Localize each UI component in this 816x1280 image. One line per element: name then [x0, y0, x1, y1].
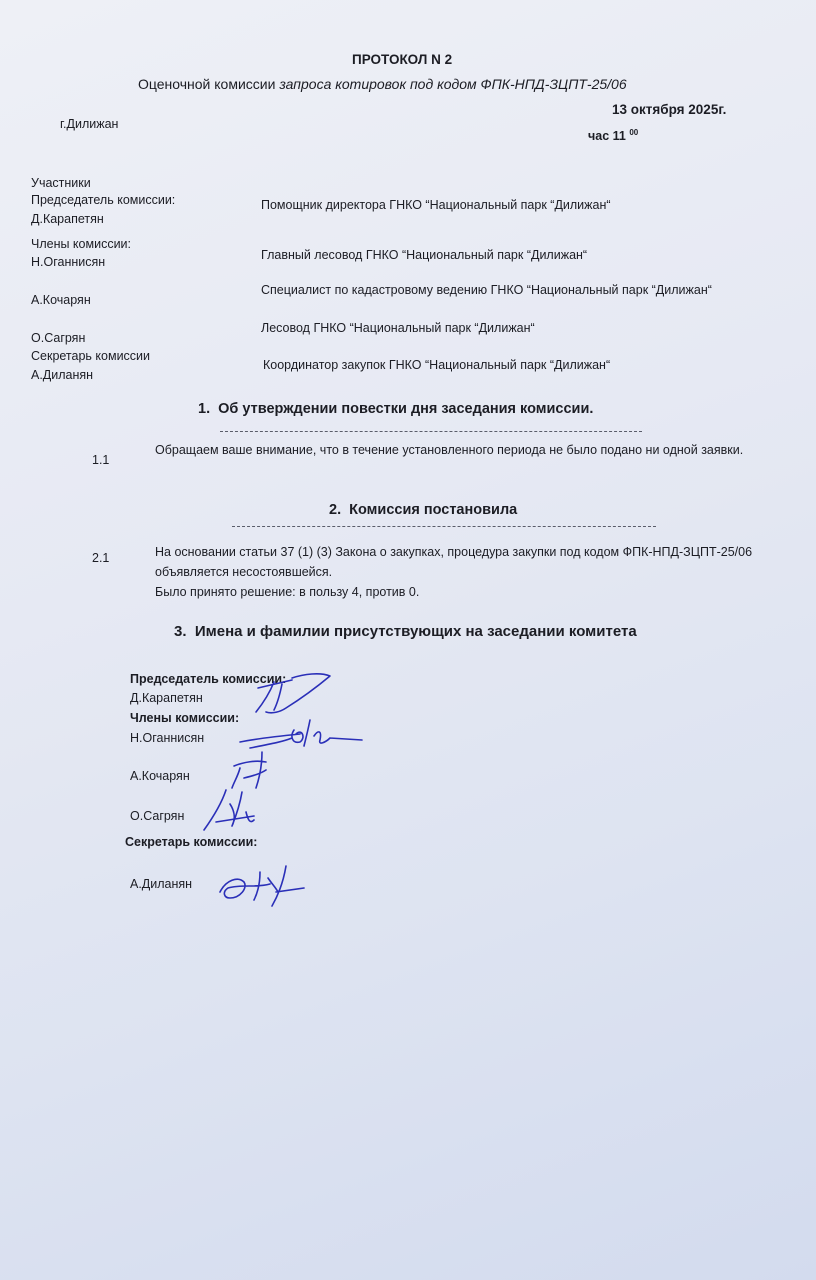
city: г.Дилижан — [60, 117, 119, 131]
member3-role: Лесовод ГНКО “Национальный парк “Дилижан“ — [261, 321, 535, 335]
document-title: ПРОТОКОЛ N 2 — [352, 52, 453, 67]
secretary-role: Координатор закупок ГНКО “Национальный парк “Дилижан“ — [263, 358, 611, 372]
time-minutes: 00 — [629, 128, 639, 137]
member1-role: Главный лесовод ГНКО “Национальный парк “Дилижан“ — [261, 248, 588, 262]
item-2-1-text: На основании статьи 37 (1) (3) Закона о закупках, процедура закупки под кодом ФПК-НПД-ЗЦПТ-25/06 объявляется несостоявшейся. — [155, 545, 753, 579]
section1-heading — [198, 401, 593, 417]
signature-secretary — [216, 862, 316, 912]
section1-divider — [220, 431, 642, 432]
decision-text: Было принято решение: в пользу 4, против 0. — [155, 585, 420, 599]
sign-member3-name: О.Сагрян — [130, 809, 185, 823]
chair-name: Д.Карапетян — [31, 212, 104, 226]
document-subtitle — [138, 74, 627, 94]
subtitle-italic: запроса котировок под кодом ФПК-НПД-ЗЦПТ-25/06 — [279, 76, 627, 92]
sign-members-label: Члены комиссии: — [130, 711, 240, 725]
signature-member3 — [196, 784, 266, 836]
sign-secretary-label: Секретарь комиссии: — [125, 835, 258, 849]
member1-name: Н.Оганнисян — [31, 255, 106, 269]
signature-chair — [230, 668, 340, 718]
section1-title: Об утверждении повестки дня заседания комиссии. — [218, 401, 594, 417]
chair-role: Помощник директора ГНКО “Национальный парк “Дилижан“ — [261, 198, 611, 212]
member2-name: А.Кочарян — [31, 293, 91, 307]
section3-number: 3. — [174, 623, 187, 640]
member3-name: О.Сагрян — [31, 331, 86, 345]
section3-title: Имена и фамилии присутствующих на заседании комитета — [194, 623, 637, 640]
sign-member1-name: Н.Оганнисян — [130, 731, 205, 745]
item-1-1-text: Обращаем ваше внимание, что в течение установленного периода не было подано ни одной заявки. — [155, 443, 744, 457]
sign-member2-name: А.Кочарян — [130, 769, 190, 783]
section2-title: Комиссия постановила — [349, 502, 518, 518]
subtitle-plain: Оценочной комиссии — [138, 76, 276, 92]
section3-heading — [174, 624, 637, 640]
sign-chair-name: Д.Карапетян — [130, 691, 203, 705]
item-2-1-number: 2.1 — [92, 551, 110, 565]
sign-secretary-name: А.Диланян — [130, 877, 193, 891]
item-1-1-number: 1.1 — [92, 453, 110, 467]
section1-number: 1. — [198, 401, 211, 417]
meeting-time — [588, 125, 638, 144]
section2-heading — [329, 502, 517, 518]
members-label: Члены комиссии: — [31, 237, 132, 251]
secretary-label: Секретарь комиссии — [31, 349, 151, 363]
participants-heading: Участники — [31, 176, 91, 190]
member2-role: Специалист по кадастровому ведению ГНКО “Национальный парк “Дилижан“ — [261, 283, 712, 297]
time-label: час 11 — [588, 129, 626, 144]
chair-label: Председатель комиссии: — [31, 193, 176, 207]
sign-chair-label: Председатель комиссии: — [130, 672, 287, 686]
meeting-date: 13 октября 2025г. — [612, 102, 727, 117]
section2-divider — [232, 526, 656, 527]
section2-number: 2. — [329, 502, 342, 518]
secretary-name: А.Диланян — [31, 368, 94, 382]
